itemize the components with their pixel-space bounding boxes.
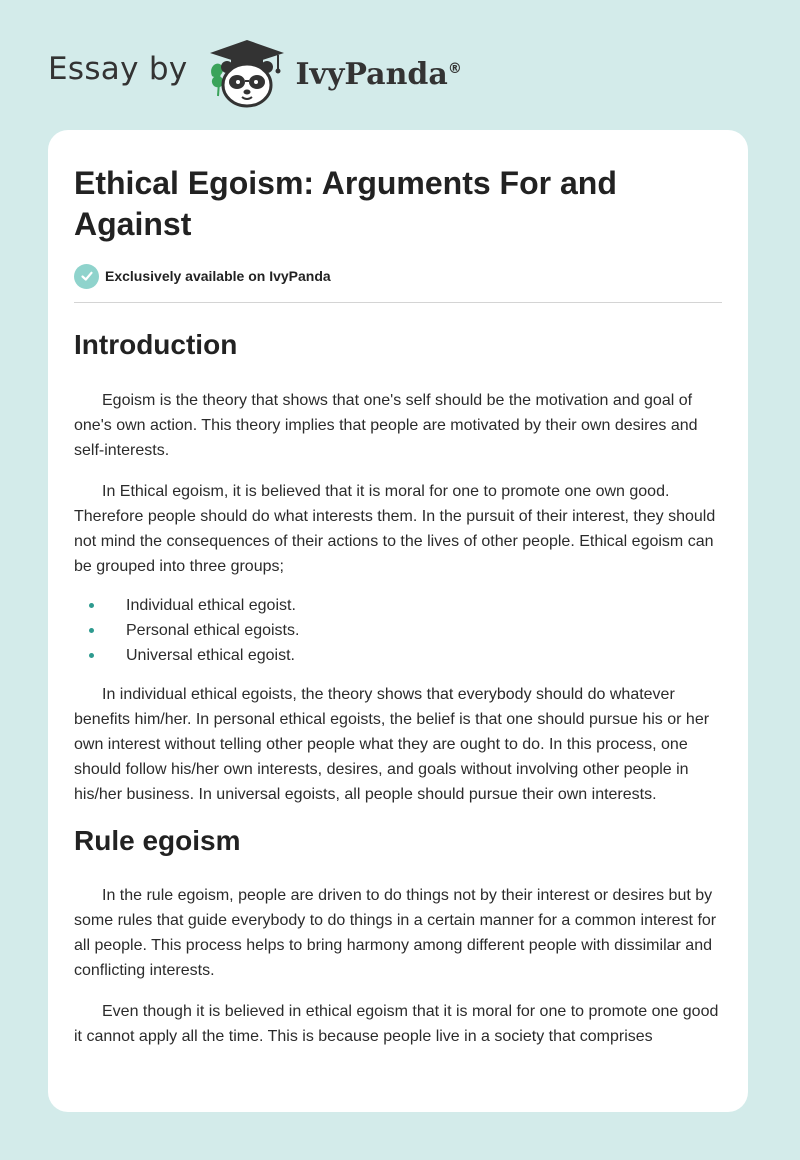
essay-card [48, 130, 748, 1112]
section-heading-rule-egoism: Rule egoism [74, 825, 241, 856]
list-item: Individual ethical egoist. [74, 593, 722, 618]
egoist-types-list [74, 593, 722, 668]
exclusive-text: Exclusively available on IvyPanda [105, 268, 331, 284]
exclusive-badge [74, 263, 722, 289]
paragraph: In Ethical egoism, it is believed that it is moral for one to promote one own good. Therefore people should do what interests them. In the pursuit of their interest, they should not mind the consequences of their actions to the lives of other people. Ethical egoism can be grouped into three groups; [74, 483, 716, 575]
divider [74, 302, 722, 303]
paragraph: In individual ethical egoists, the theory shows that everybody should do whatever benefits him/her. In personal ethical egoists, the belief is that one should pursue his or her own interest without telling other people what they are ought to do. In this process, one should follow his/her own interests, desires, and goals without involving other people in his/her business. In universal egoists, all people should pursue their own interests. [74, 686, 710, 803]
brand-header [48, 36, 462, 108]
panda-logo-icon [204, 36, 290, 108]
section-heading-introduction: Introduction [74, 329, 238, 360]
list-item: Universal ethical egoist. [74, 643, 722, 668]
paragraph: Even though it is believed in ethical egoism that it is moral for one to promote one good it cannot apply all the time. This is because people live in a society that comprises [74, 1003, 719, 1045]
list-item: Personal ethical egoists. [74, 618, 722, 643]
paragraph: In the rule egoism, people are driven to do things not by their interest or desires but by some rules that guide everybody to do things in a certain manner for a common interest for all people. This process helps to bring harmony among different people with dissimilar and conflicting interests. [74, 887, 717, 979]
brand-prefix: Essay by [48, 51, 188, 87]
essay-title: Ethical Egoism: Arguments For and Against [74, 165, 617, 242]
brand-name: IvyPanda® [295, 56, 462, 92]
paragraph: Egoism is the theory that shows that one's self should be the motivation and goal of one's own action. This theory implies that people are motivated by their own desires and self-interests. [74, 392, 698, 459]
check-circle-icon [74, 264, 99, 289]
